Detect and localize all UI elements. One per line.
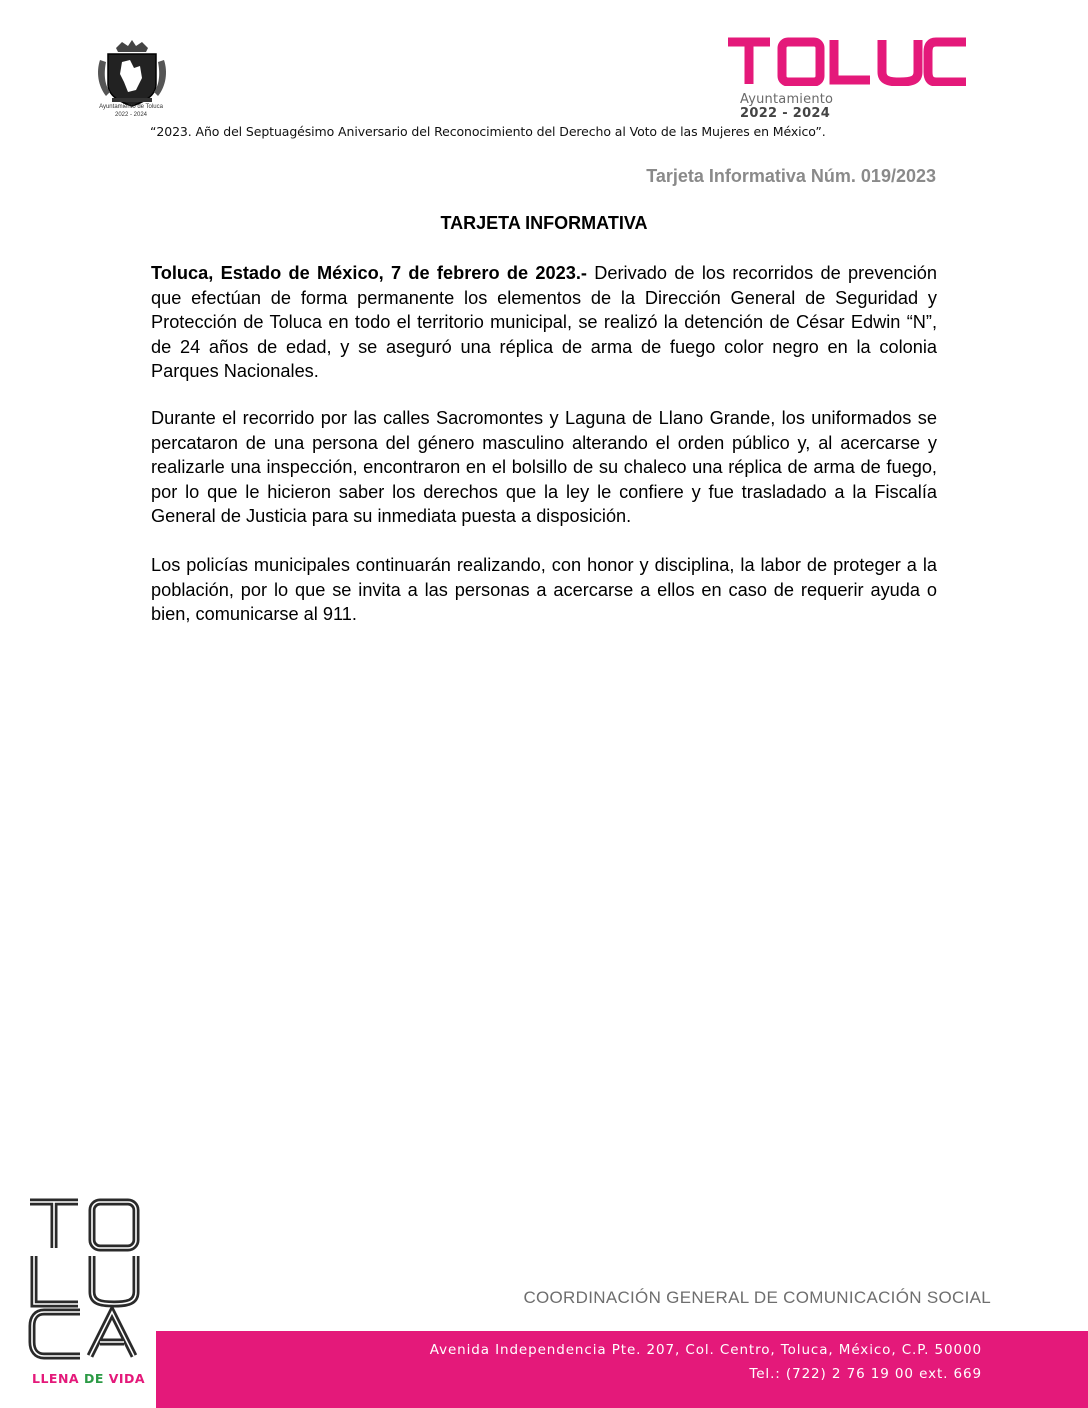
slogan — [32, 1371, 145, 1386]
phone: Tel.: (722) 2 76 19 00 ext. 669 — [749, 1366, 982, 1382]
shield-caption-years: 2022 - 2024 — [114, 112, 148, 118]
paragraph-1 — [151, 261, 937, 384]
card-number: Tarjeta Informativa Núm. 019/2023 — [646, 166, 936, 186]
slogan-part-1: LLENA — [32, 1371, 80, 1386]
address: Avenida Independencia Pte. 207, Col. Centro, Toluca, México, C.P. 50000 — [429, 1342, 982, 1358]
paragraph-1-body: Derivado de los recorridos de prevención que efectúan de forma permanente los elementos de la Dirección General de Seguridad y Protección de Toluca en todo el territorio municipal, se realizó la detención de César Edwin “N”, de 24 años de edad, y se aseguró una réplica de arma de fuego color negro en la colonia Parques Nacionales. — [151, 263, 938, 381]
paragraph-3: Los policías municipales continuarán realizando, con honor y disciplina, la labor de proteger a la población, por lo que se invita a las personas a acercarse a ellos en caso de requerir ayuda o bien, comunicarse al 911. — [151, 555, 937, 624]
dateline: Toluca, Estado de México, 7 de febrero de 2023.- — [151, 263, 587, 283]
paragraph-2: Durante el recorrido por las calles Sacromontes y Laguna de Llano Grande, los uniformados se percataron de una persona del género masculino alterando el orden público y, al acercarse y realizarle una inspección, encontraron en el bolsillo de su chaleco una réplica de arma de fuego, por lo que le hicieron saber los derechos que la ley le confiere y fue trasladado a la Fiscalía General de Justicia para su inmediata puesta a disposición. — [151, 408, 937, 526]
administration-years: 2022 - 2024 — [740, 106, 831, 121]
shield-caption: Ayuntamiento de Toluca — [99, 104, 163, 110]
slogan-part-2: DE — [79, 1371, 109, 1386]
slogan-part-3: VIDA — [108, 1371, 146, 1386]
official-motto: “2023. Año del Septuagésimo Aniversario del Reconocimiento del Derecho al Voto de las Mujeres en México”. — [150, 124, 826, 139]
document-title: TARJETA INFORMATIVA — [440, 213, 648, 233]
coordination-label: COORDINACIÓN GENERAL DE COMUNICACIÓN SOCIAL — [523, 1288, 991, 1307]
ayuntamiento-label: Ayuntamiento — [740, 92, 834, 107]
toluca-logo-icon — [724, 36, 982, 86]
toluca-stacked-logo-icon — [26, 1196, 144, 1360]
